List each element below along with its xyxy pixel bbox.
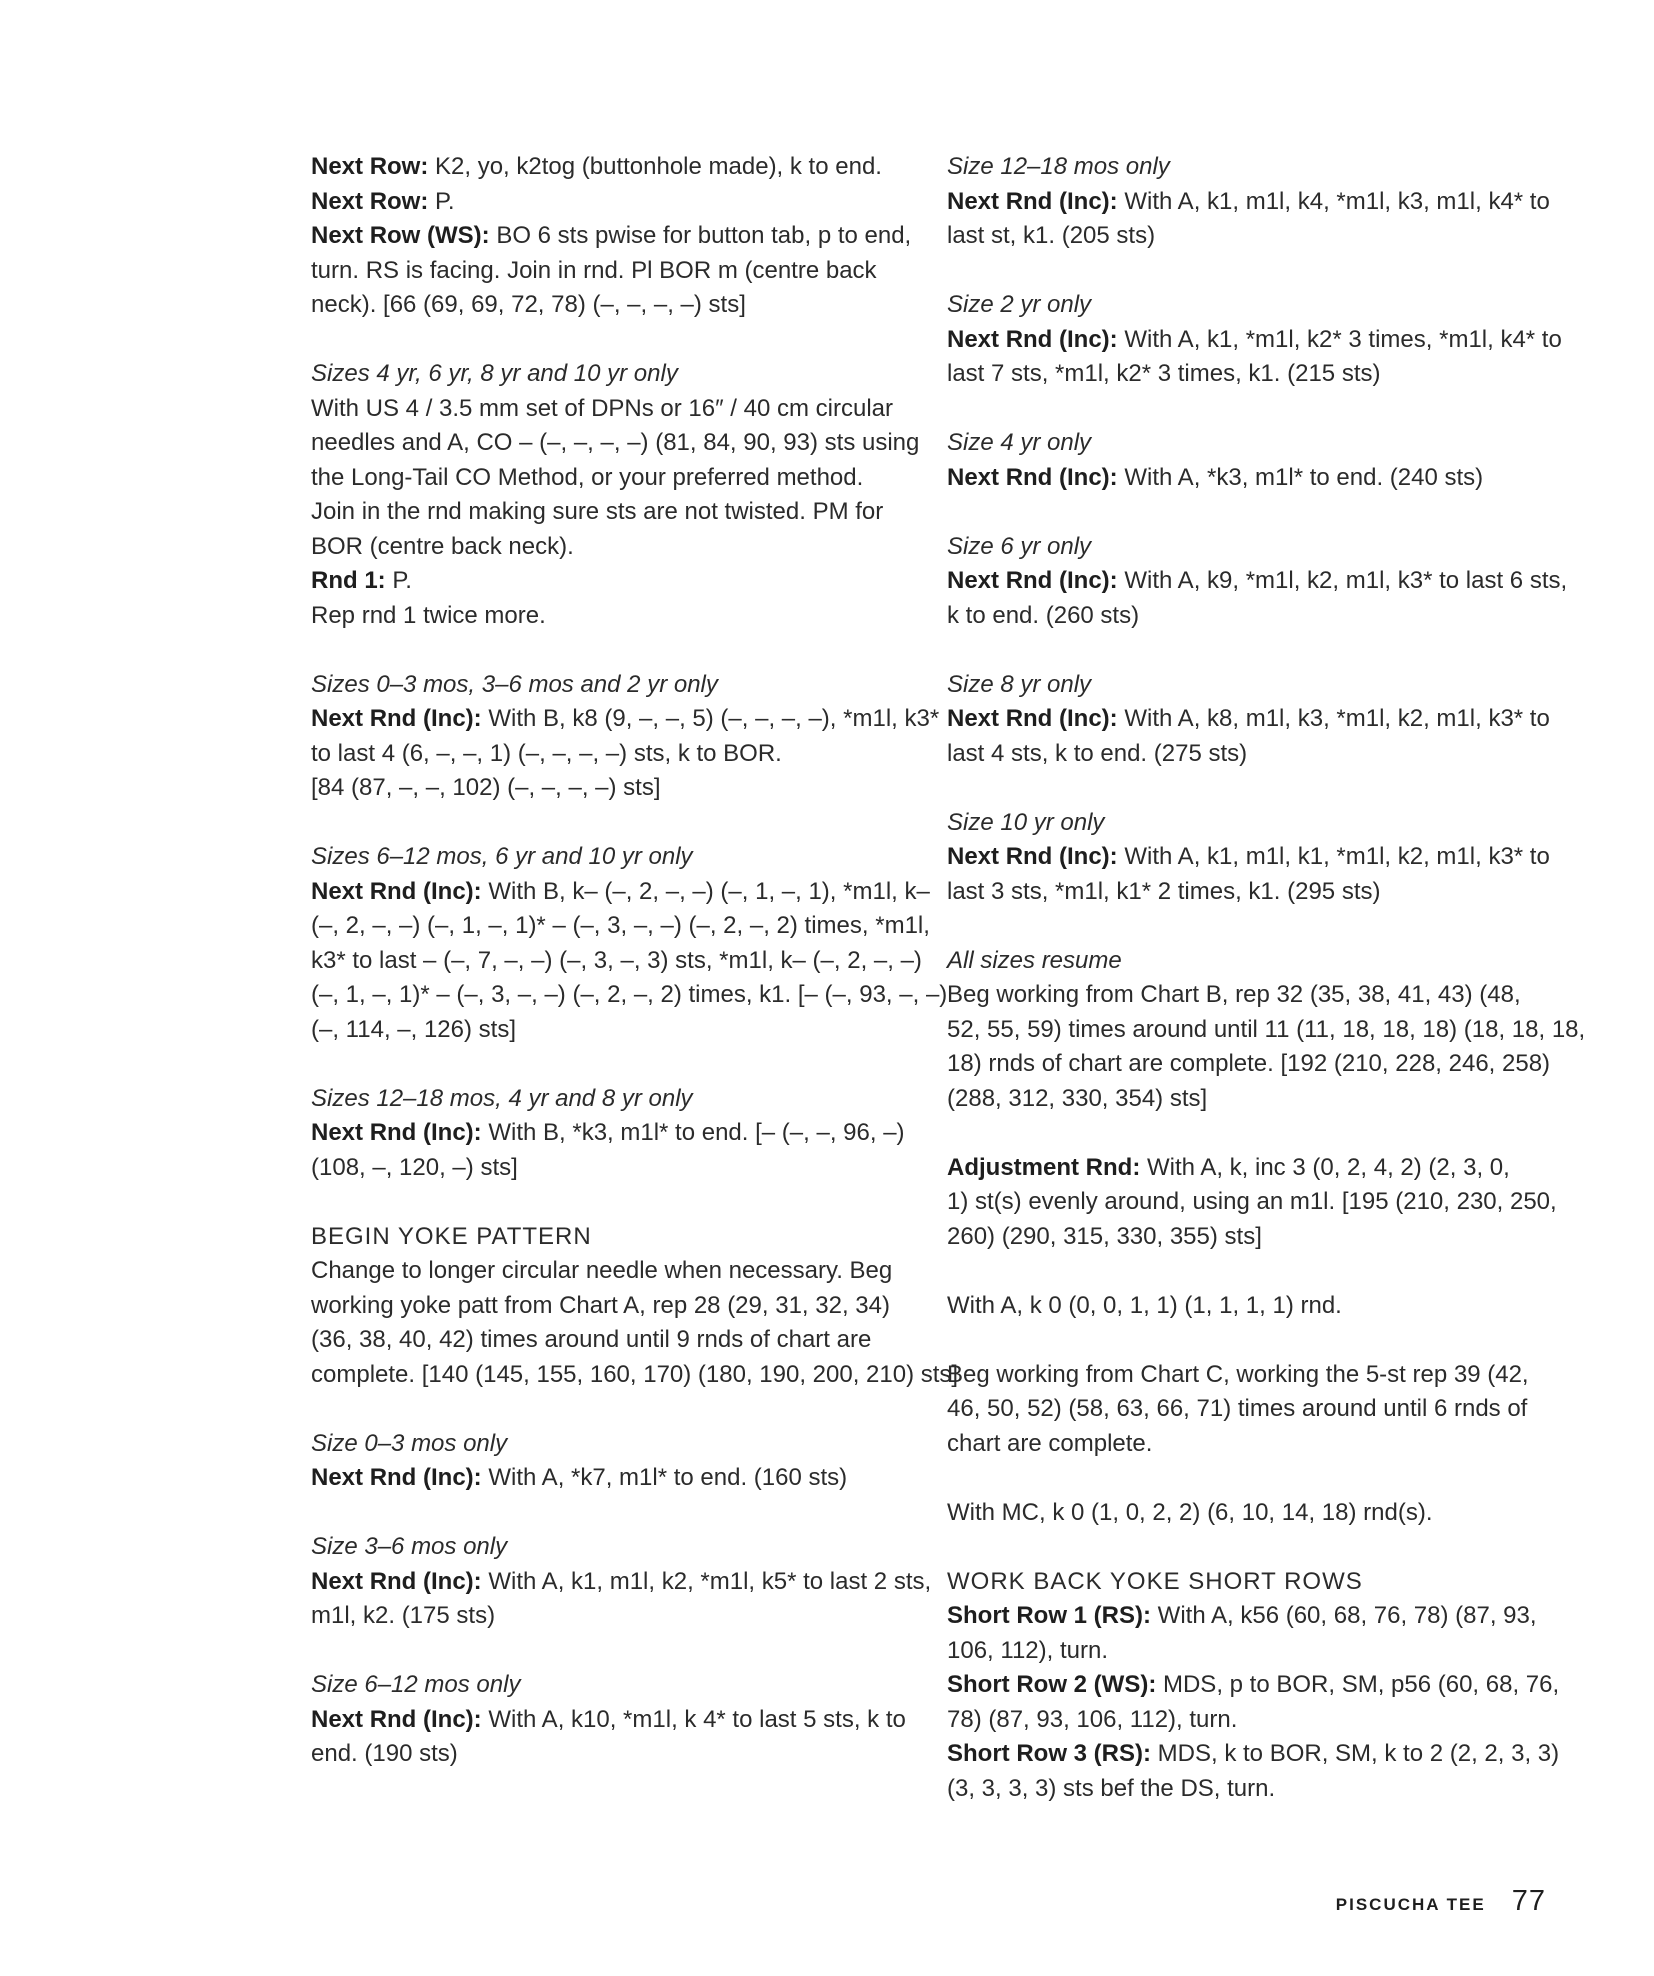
step-text: (36, 38, 40, 42) times around until 9 rnds of chart are: [311, 1326, 872, 1353]
size-heading: Size 0–3 mos only: [311, 1429, 508, 1457]
step-text: end. (190 sts): [311, 1740, 458, 1767]
text-line: [947, 840, 1550, 875]
step-text: to last 4 (6, –, –, 1) (–, –, –, –) sts, k to BOR.: [311, 739, 782, 767]
text-line: [311, 1116, 921, 1151]
step-label: Adjustment Rnd:: [947, 1153, 1141, 1181]
text-line: [947, 461, 1547, 496]
text-line: [311, 909, 930, 944]
step-text: last 7 sts, *m1l, k2* 3 times, k1. (215 sts): [947, 360, 1381, 387]
text-line: [311, 564, 921, 599]
text-line: [311, 1013, 921, 1048]
size-heading: Size 4 yr only: [947, 429, 1092, 456]
text-line: [311, 1737, 921, 1772]
instruction-block: [947, 288, 1562, 392]
text-line: [311, 185, 921, 220]
text-line: [311, 219, 921, 254]
step-text: With A, k9, *m1l, k2, m1l, k3* to last 6 sts,: [1117, 567, 1568, 594]
step-label: Next Rnd (Inc):: [311, 1567, 482, 1595]
instruction-block: [947, 1358, 1547, 1462]
step-text: last 3 sts, *m1l, k1* 2 times, k1. (295 sts): [947, 877, 1381, 905]
text-line: [947, 1737, 1560, 1772]
text-line: [311, 737, 921, 772]
text-line: [947, 702, 1550, 737]
size-heading: Sizes 6–12 mos, 6 yr and 10 yr only: [311, 843, 693, 870]
step-label: Next Rnd (Inc):: [947, 843, 1118, 870]
text-line: [947, 1427, 1547, 1462]
step-text: 78) (87, 93, 106, 112), turn.: [947, 1705, 1238, 1733]
instruction-block: [947, 1565, 1560, 1807]
step-text: m1l, k2. (175 sts): [311, 1602, 496, 1629]
text-line: [947, 1599, 1547, 1634]
size-heading: Sizes 4 yr, 6 yr, 8 yr and 10 yr only: [311, 360, 678, 387]
step-label: Next Rnd (Inc):: [947, 325, 1118, 353]
text-line: [947, 1703, 1547, 1738]
size-heading: Size 10 yr only: [947, 808, 1105, 836]
instruction-block: [947, 944, 1586, 1117]
step-label: Next Rnd (Inc):: [947, 705, 1118, 732]
text-line: [947, 1289, 1547, 1324]
instruction-block: [311, 1220, 959, 1393]
size-heading: Size 3–6 mos only: [311, 1533, 508, 1560]
step-text: working yoke patt from Chart A, rep 28 (29, 31, 32, 34): [311, 1291, 890, 1319]
text-line: [947, 1358, 1547, 1393]
step-text: the Long-Tail CO Method, or your preferred method.: [311, 463, 864, 491]
text-line: [947, 219, 1547, 254]
step-label: Next Rnd (Inc):: [947, 567, 1118, 594]
text-line: [311, 288, 921, 323]
section-heading: WORK BACK YOKE SHORT ROWS: [947, 1567, 1363, 1595]
step-text: chart are complete.: [947, 1429, 1153, 1457]
text-line: [947, 1151, 1547, 1186]
instruction-block: [311, 1082, 921, 1186]
text-line: [311, 771, 921, 806]
step-label: Next Rnd (Inc):: [947, 463, 1118, 491]
step-text: P.: [385, 567, 412, 594]
size-heading: Sizes 0–3 mos, 3–6 mos and 2 yr only: [311, 670, 718, 698]
step-text: Beg working from Chart C, working the 5-st rep 39 (42,: [947, 1360, 1529, 1388]
instruction-block: [311, 150, 921, 323]
step-text: With A, *k7, m1l* to end. (160 sts): [481, 1464, 848, 1491]
step-text: With A, k8, m1l, k3, *m1l, k2, m1l, k3* to: [1117, 705, 1550, 732]
step-text: turn. RS is facing. Join in rnd. Pl BOR m (centre back: [311, 256, 877, 284]
instruction-block: [947, 426, 1547, 495]
size-heading: Size 8 yr only: [947, 670, 1092, 698]
instruction-block: [947, 150, 1550, 254]
size-heading: Sizes 12–18 mos, 4 yr and 8 yr only: [311, 1084, 693, 1112]
text-line: [311, 1703, 921, 1738]
step-text: With A, *k3, m1l* to end. (240 sts): [1117, 463, 1484, 491]
instruction-block: [311, 668, 940, 806]
step-text: With MC, k 0 (1, 0, 2, 2) (6, 10, 14, 18) rnd(s).: [947, 1498, 1433, 1526]
instruction-block: [947, 668, 1550, 772]
step-text: k to end. (260 sts): [947, 601, 1140, 629]
step-text: last st, k1. (205 sts): [947, 222, 1156, 249]
instruction-block: [311, 1427, 921, 1496]
text-line: [947, 1496, 1547, 1531]
instruction-block: [947, 1496, 1547, 1531]
text-line: [947, 1082, 1547, 1117]
text-line: [947, 978, 1547, 1013]
text-line: [947, 1668, 1560, 1703]
step-label: Next Rnd (Inc):: [311, 705, 482, 732]
step-text: With A, k 0 (0, 0, 1, 1) (1, 1, 1, 1) rnd.: [947, 1291, 1342, 1319]
size-heading: All sizes resume: [947, 946, 1122, 974]
step-text: (–, 2, –, –) (–, 1, –, 1)* – (–, 3, –, –) (–, 2, –, 2) times, *m1l,: [311, 912, 930, 939]
step-text: With B, *k3, m1l* to end. [– (–, –, 96, –): [481, 1119, 905, 1146]
text-line: [311, 1599, 921, 1634]
step-text: With US 4 / 3.5 mm set of DPNs or 16″ / 40 cm circular: [311, 394, 893, 422]
step-text: K2, yo, k2tog (buttonhole made), k to end.: [428, 153, 882, 180]
step-text: 46, 50, 52) (58, 63, 66, 71) times around until 6 rnds of: [947, 1395, 1528, 1422]
size-heading: Size 2 yr only: [947, 291, 1092, 318]
footer-title: PISCUCHA TEE: [1335, 1895, 1486, 1914]
step-text: (288, 312, 330, 354) sts]: [947, 1084, 1208, 1112]
text-line: [947, 599, 1547, 634]
right-column: [947, 150, 1586, 1841]
text-line: [311, 702, 940, 737]
text-line: [311, 461, 921, 496]
text-line: [311, 944, 921, 979]
step-text: MDS, k to BOR, SM, k to 2 (2, 2, 3, 3): [1151, 1740, 1560, 1767]
page-number: 77: [1511, 1885, 1546, 1917]
step-text: 106, 112), turn.: [947, 1636, 1108, 1664]
step-text: (–, 114, –, 126) sts]: [311, 1015, 516, 1043]
size-heading: Size 6 yr only: [947, 532, 1092, 560]
page-footer: [1336, 1885, 1546, 1925]
text-line: [311, 1358, 959, 1393]
text-line: [311, 1151, 921, 1186]
step-text: With B, k– (–, 2, –, –) (–, 1, –, 1), *m1l, k–: [481, 877, 930, 905]
text-line: [311, 1565, 932, 1600]
instruction-block: [311, 1530, 932, 1634]
step-label: Rnd 1:: [311, 567, 386, 594]
step-text: With B, k8 (9, –, –, 5) (–, –, –, –), *m1l, k3*: [481, 705, 940, 732]
step-text: Join in the rnd making sure sts are not twisted. PM for: [311, 498, 884, 525]
instruction-block: [947, 1289, 1547, 1324]
step-label: Next Rnd (Inc):: [311, 1464, 482, 1491]
step-label: Next Rnd (Inc):: [311, 877, 482, 905]
text-line: [311, 530, 921, 565]
instruction-block: [947, 806, 1550, 910]
step-text: (108, –, 120, –) sts]: [311, 1153, 518, 1181]
section-heading: BEGIN YOKE PATTERN: [311, 1222, 592, 1250]
text-line: [947, 1392, 1547, 1427]
text-line: [311, 392, 921, 427]
step-text: Rep rnd 1 twice more.: [311, 601, 546, 629]
text-line: [311, 254, 921, 289]
step-label: Next Row (WS):: [311, 222, 490, 249]
step-text: needles and A, CO – (–, –, –, –) (81, 84, 90, 93) sts using: [311, 429, 920, 456]
step-text: 260) (290, 315, 330, 355) sts]: [947, 1222, 1262, 1250]
step-text: (–, 1, –, 1)* – (–, 3, –, –) (–, 2, –, 2) times, k1. [– (–, 93, –, –): [311, 981, 948, 1008]
text-line: [311, 599, 921, 634]
text-line: [947, 737, 1547, 772]
text-line: [947, 1772, 1547, 1807]
text-line: [311, 150, 921, 185]
text-line: [947, 1634, 1547, 1669]
text-line: [311, 1289, 921, 1324]
left-column: [311, 150, 959, 1806]
step-text: complete. [140 (145, 155, 160, 170) (180, 190, 200, 210) sts]: [311, 1360, 959, 1388]
step-text: BO 6 sts pwise for button tab, p to end,: [489, 222, 912, 249]
text-line: [947, 564, 1568, 599]
step-label: Next Row:: [311, 153, 429, 180]
step-label: Short Row 1 (RS):: [947, 1602, 1151, 1629]
text-line: [947, 1013, 1586, 1048]
text-line: [311, 1323, 921, 1358]
step-text: Change to longer circular needle when necessary. Beg: [311, 1257, 893, 1284]
step-text: With A, k1, m1l, k2, *m1l, k5* to last 2 sts,: [481, 1567, 932, 1595]
step-text: k3* to last – (–, 7, –, –) (–, 3, –, 3) sts, *m1l, k– (–, 2, –, –): [311, 946, 922, 974]
size-heading: Size 6–12 mos only: [311, 1671, 521, 1698]
step-text: Beg working from Chart B, rep 32 (35, 38, 41, 43) (48,: [947, 981, 1521, 1008]
step-text: With A, k1, *m1l, k2* 3 times, *m1l, k4* to: [1117, 325, 1562, 353]
text-line: [947, 1220, 1547, 1255]
step-label: Short Row 2 (WS):: [947, 1671, 1157, 1698]
text-line: [947, 185, 1550, 220]
step-text: With A, k, inc 3 (0, 2, 4, 2) (2, 3, 0,: [1140, 1153, 1510, 1181]
step-text: With A, k10, *m1l, k 4* to last 5 sts, k to: [481, 1705, 906, 1733]
step-label: Short Row 3 (RS):: [947, 1740, 1151, 1767]
step-text: last 4 sts, k to end. (275 sts): [947, 739, 1248, 767]
step-text: 1) st(s) evenly around, using an m1l. [195 (210, 230, 250,: [947, 1188, 1557, 1215]
text-line: [947, 357, 1547, 392]
text-line: [311, 875, 930, 910]
step-label: Next Rnd (Inc):: [947, 187, 1118, 215]
size-heading: Size 12–18 mos only: [947, 153, 1170, 180]
step-text: P.: [428, 187, 455, 215]
text-line: [311, 1254, 921, 1289]
instruction-block: [311, 840, 948, 1047]
step-text: neck). [66 (69, 69, 72, 78) (–, –, –, –) sts]: [311, 291, 746, 318]
step-label: Next Rnd (Inc):: [311, 1119, 482, 1146]
step-text: 18) rnds of chart are complete. [192 (210, 228, 246, 258): [947, 1050, 1551, 1077]
step-label: Next Row:: [311, 187, 429, 215]
instruction-block: [947, 1151, 1557, 1255]
text-line: [311, 495, 921, 530]
step-label: Next Rnd (Inc):: [311, 1705, 482, 1733]
step-text: (3, 3, 3, 3) sts bef the DS, turn.: [947, 1774, 1276, 1802]
text-line: [947, 875, 1547, 910]
step-text: With A, k1, m1l, k1, *m1l, k2, m1l, k3* to: [1117, 843, 1550, 870]
text-line: [311, 978, 948, 1013]
step-text: 52, 55, 59) times around until 11 (11, 18, 18, 18) (18, 18, 18,: [947, 1015, 1586, 1043]
instruction-block: [947, 530, 1568, 634]
step-text: With A, k1, m1l, k4, *m1l, k3, m1l, k4* to: [1117, 187, 1550, 215]
text-line: [947, 323, 1562, 358]
text-line: [311, 426, 921, 461]
text-line: [311, 1461, 921, 1496]
instruction-block: [311, 357, 921, 633]
step-text: With A, k56 (60, 68, 76, 78) (87, 93,: [1151, 1602, 1537, 1629]
step-text: [84 (87, –, –, 102) (–, –, –, –) sts]: [311, 774, 661, 801]
instruction-block: [311, 1668, 921, 1772]
text-line: [947, 1185, 1557, 1220]
step-text: MDS, p to BOR, SM, p56 (60, 68, 76,: [1156, 1671, 1560, 1698]
step-text: BOR (centre back neck).: [311, 532, 574, 560]
text-line: [947, 1047, 1551, 1082]
